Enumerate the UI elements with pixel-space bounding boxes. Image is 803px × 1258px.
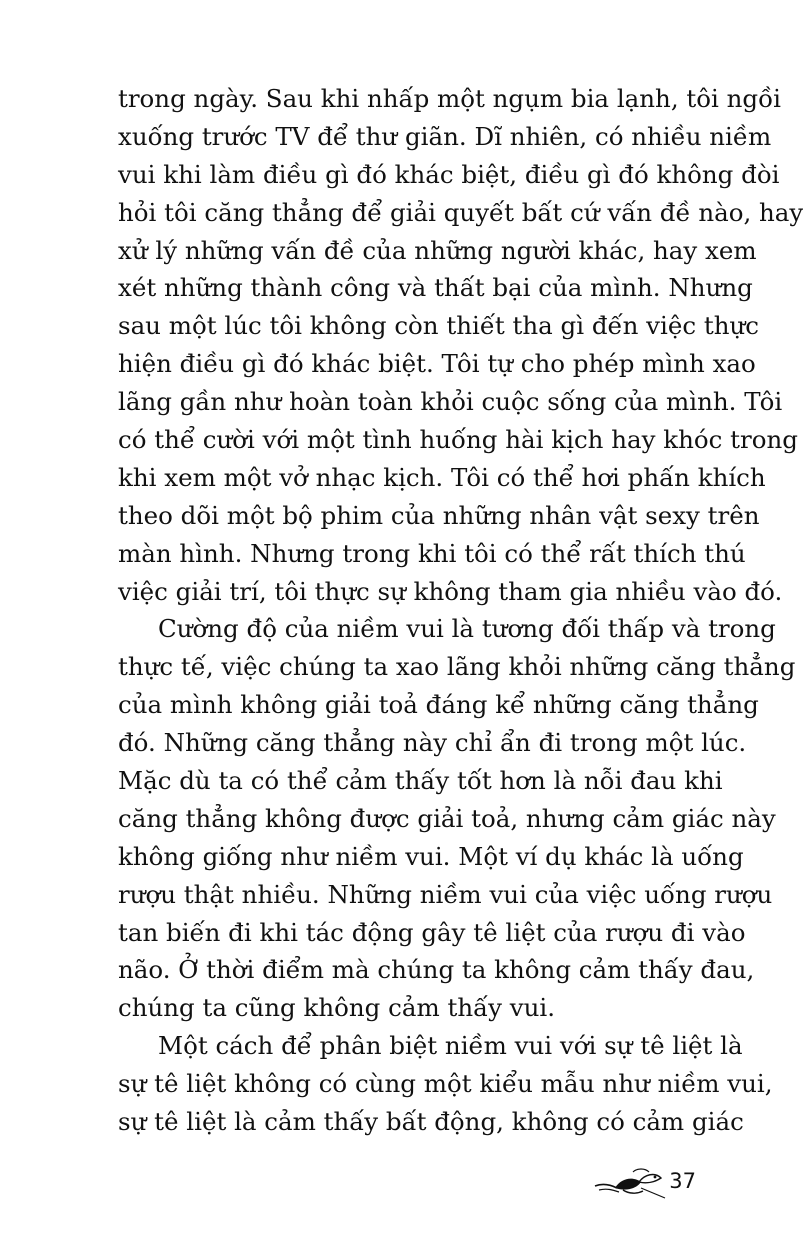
text-line: có thể cười với một tình huống hài kịch hay khóc trong [118,425,798,455]
text-line: căng thẳng không được giải toả, nhưng cảm giác này [118,803,776,833]
text-line: của mình không giải toả đáng kể những căng thẳng [118,690,759,720]
text-line: Mặc dù ta có thể cảm thấy tốt hơn là nỗi đau khi [118,766,723,796]
text-line: sự tê liệt là cảm thấy bất động, không có cảm giác [118,1107,744,1137]
text-line: hiện điều gì đó khác biệt. Tôi tự cho phép mình xao [118,349,756,379]
text-line: khi xem một vở nhạc kịch. Tôi có thể hơi phấn khích [118,462,766,492]
text-line: xét những thành công và thất bại của mình. Nhưng [118,273,753,303]
text-line: Một cách để phân biệt niềm vui với sự tê liệt là [158,1031,743,1061]
text-line: không giống như niềm vui. Một ví dụ khác là uống [118,841,744,871]
text-line: rượu thật nhiều. Những niềm vui của việc uống rượu [118,879,773,909]
text-line: thực tế, việc chúng ta xao lãng khỏi những căng thẳng [118,652,796,682]
text-line: chúng ta cũng không cảm thấy vui. [118,993,556,1023]
text-line: sau một lúc tôi không còn thiết tha gì đến việc thực [118,311,759,341]
text-line: sự tê liệt không có cùng một kiểu mẫu như niềm vui, [118,1069,773,1099]
fish-ornament-icon [593,1164,667,1200]
text-line: tan biến đi khi tác động gây tê liệt của rượu đi vào [118,917,746,947]
text-line: việc giải trí, tôi thực sự không tham gia nhiều vào đó. [118,576,783,606]
page-number: 37 [669,1169,696,1193]
text-line: não. Ở thời điểm mà chúng ta không cảm thấy đau, [118,955,755,985]
text-line: vui khi làm điều gì đó khác biệt, điều gì đó không đòi [118,159,780,189]
text-line: theo dõi một bộ phim của những nhân vật sexy trên [118,500,760,530]
text-line: trong ngày. Sau khi nhấp một ngụm bia lạnh, tôi ngồi [118,84,781,113]
text-line: hỏi tôi căng thẳng để giải quyết bất cứ vấn đề nào, hay [118,197,803,227]
text-line: xuống trước TV để thư giãn. Dĩ nhiên, có nhiều niềm [118,121,772,151]
page-footer [593,1160,696,1200]
body-text [118,80,803,1141]
text-line: màn hình. Nhưng trong khi tôi có thể rất thích thú [118,538,746,568]
text-line: đó. Những căng thẳng này chỉ ẩn đi trong một lúc. [118,728,747,758]
text-line: lãng gần như hoàn toàn khỏi cuộc sống của mình. Tôi [118,387,783,417]
text-line: xử lý những vấn đề của những người khác, hay xem [118,235,757,265]
text-line: Cường độ của niềm vui là tương đối thấp và trong [158,614,776,644]
